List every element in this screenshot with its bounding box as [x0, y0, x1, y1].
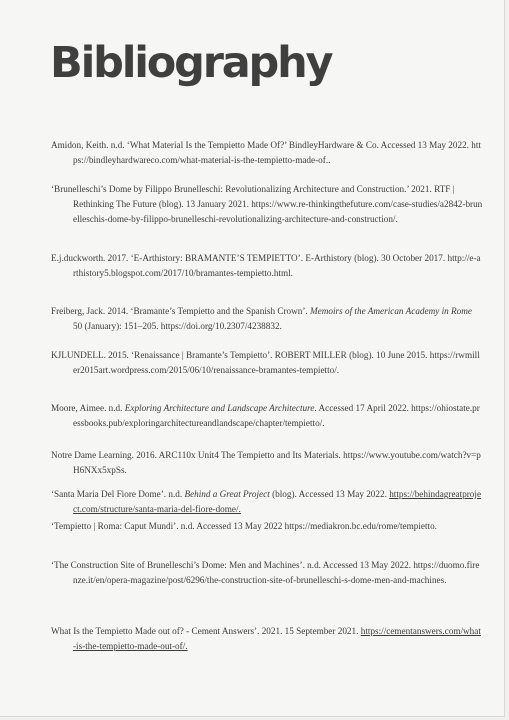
- entry-text: (blog). Accessed 13 May 2022.: [272, 489, 387, 499]
- entry-blog-title: Behind a Great Project: [184, 489, 270, 499]
- bibliography-entry: [51, 448, 483, 478]
- entry-text: ‘Brunelleschi’s Dome by Filippo Brunelleschi: Revolutionalizing Architecture and Construction.’ 2021. RTF | Rethinking The Future (blog). 13 January 2021.: [51, 184, 455, 209]
- entry-url: https://mediakron.bc.edu/rome/tempietto.: [284, 521, 437, 531]
- entry-url: https://duomo.firenze.it/en/opera-magazine/post/6296/the-construction-site-of-brunelleschi-s-dome-men-and-machines.: [73, 560, 480, 585]
- entry-text: 50 (January): 151–205.: [73, 321, 159, 331]
- entry-text: ‘Santa Maria Del Fiore Dome’. n.d.: [51, 489, 183, 499]
- entry-url: https://ohiostate.pressbooks.pub/exploringarchitectureandlandscape/chapter/tempietto/.: [73, 403, 480, 428]
- entry-text: Notre Dame Learning. 2016. ARC110x Unit4 The Tempietto and Its Materials.: [51, 450, 341, 460]
- bibliography-entry: [51, 251, 483, 281]
- entry-text: ‘The Construction Site of Brunelleschi’s Dome: Men and Machines’. n.d. Accessed 13 May 2022.: [51, 560, 412, 570]
- entry-link[interactable]: https://cementanswers.com/what-is-the-tempietto-made-out-of/.: [73, 626, 481, 651]
- bibliography-entry: [51, 519, 483, 534]
- entry-text: Amidon, Keith. n.d. ‘What Material Is the Tempietto Made Of?’ BindleyHardware & Co. Accessed 13 May 2022.: [51, 140, 469, 150]
- entry-text: What Is the Tempietto Made out of? - Cement Answers’. 2021. 15 September 2021.: [51, 626, 359, 636]
- entry-text: Moore, Aimee. n.d.: [51, 403, 123, 413]
- entry-url: https://bindleyhardwareco.com/what-material-is-the-tempietto-made-of..: [73, 140, 481, 165]
- entry-text: ‘Tempietto | Roma: Caput Mundi’. n.d. Accessed 13 May 2022: [51, 521, 283, 531]
- bibliography-entry: [51, 624, 483, 654]
- entry-text: KJLUNDELL. 2015. ‘Renaissance | Bramante’s Tempietto’. ROBERT MILLER (blog). 10 June 2015.: [51, 350, 428, 360]
- bibliography-entry: [51, 304, 483, 334]
- entry-text: E.j.duckworth. 2017. ‘E-Arthistory: BRAMANTE’S TEMPIETTO’. E-Arthistory (blog). 30 October 2017.: [51, 253, 446, 263]
- entry-book-title: Exploring Architecture and Landscape Architecture: [124, 403, 315, 413]
- entry-url: https://rwmiller2015art.wordpress.com/2015/06/10/renaissance-bramantes-tempietto/.: [73, 350, 480, 375]
- bibliography-entry: [51, 182, 483, 227]
- entry-text: Freiberg, Jack. 2014. ‘Bramante’s Tempietto and the Spanish Crown’.: [51, 306, 308, 316]
- page-title: Bibliography: [50, 38, 332, 88]
- entry-url: https://www.youtube.com/watch?v=pH6NXx5xpSs.: [73, 450, 481, 475]
- bibliography-entry: [51, 401, 483, 431]
- bibliography-entry: [51, 487, 483, 517]
- entry-journal: Memoirs of the American Academy in Rome: [310, 306, 472, 316]
- bibliography-entry: [51, 558, 483, 588]
- bibliography-entry: [51, 348, 483, 378]
- entry-url: https://www.re-thinkingthefuture.com/case-studies/a2842-brunelleschis-dome-by-filippo-brunelleschi-revolutionalizing-architecture-and-construction/.: [73, 199, 483, 224]
- entry-text: . Accessed 17 April 2022.: [314, 403, 409, 413]
- entry-link[interactable]: https://behindagreatproject.com/structure/santa-maria-del-fiore-dome/.: [73, 489, 482, 514]
- bibliography-entry: [51, 138, 483, 168]
- entry-url: http://e-arthistory5.blogspot.com/2017/10/bramantes-tempietto.html.: [73, 253, 481, 278]
- entry-url: https://doi.org/10.2307/4238832.: [160, 321, 282, 331]
